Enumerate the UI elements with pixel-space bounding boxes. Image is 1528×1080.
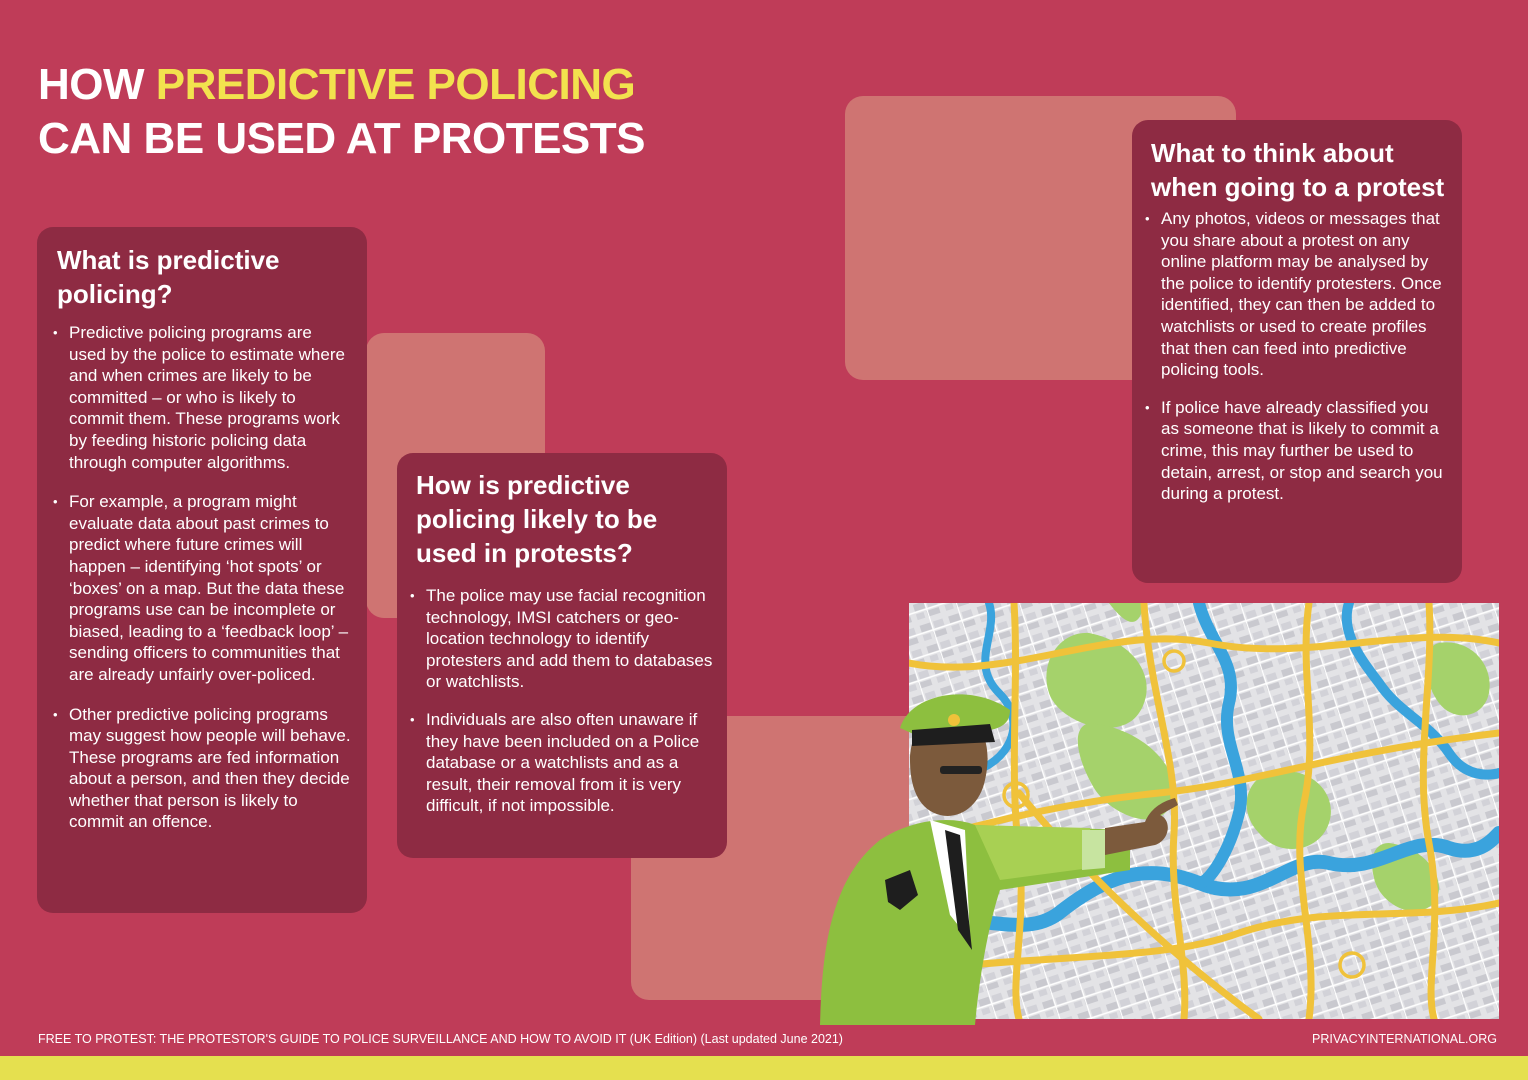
bullet-item: • Individuals are also often unaware if they have been included on a Police database or a watchlists and as a result, their removal from it is very difficult, if not impossible.	[416, 709, 713, 817]
bullet-item: • If police have already classified you as someone that is likely to commit a crime, this may further be used to detain, arrest, or stop and search you during a protest.	[1151, 397, 1448, 505]
title-highlight: PREDICTIVE POLICING	[155, 60, 636, 109]
bullet-item: • Any photos, videos or messages that you share about a protest on any online platform may be analysed by the police to identify protesters. Once identified, they can then be added to watchlists or used to create profiles that then can feed into predictive policing tools.	[1151, 208, 1448, 381]
card-heading: What to think about when going to a protest	[1151, 138, 1445, 202]
footer-publication-info: FREE TO PROTEST: THE PROTESTOR'S GUIDE TO POLICE SURVEILLANCE AND HOW TO AVOID IT (UK Edition) (Last updated June 2021)	[38, 1032, 843, 1046]
police-officer-illustration	[800, 680, 1220, 1025]
card-heading: How is predictive policing likely to be used in protests?	[416, 470, 658, 568]
bullet-list	[416, 585, 713, 817]
card-what-is-predictive-policing	[37, 227, 367, 913]
bullet-item: • Predictive policing programs are used by the police to estimate where and when crimes are likely to be committed – or who is likely to commit them. These programs work by feeding historic policing data through computer algorithms.	[59, 322, 353, 473]
footer-website: PRIVACYINTERNATIONAL.ORG	[1312, 1032, 1497, 1046]
bullet-list	[1151, 208, 1448, 505]
card-predictive-policing-in-protests	[397, 453, 727, 858]
card-heading: What is predictive policing?	[57, 245, 280, 309]
bottom-accent-bar	[0, 1056, 1528, 1080]
bullet-item: • Other predictive policing programs may suggest how people will behave. These programs are fed information about a person, and then they decide whether that person is likely to commit an offence.	[59, 704, 353, 834]
bullet-item: • For example, a program might evaluate data about past crimes to predict where future crimes will happen – identifying ‘hot spots’ or ‘boxes’ on a map. But the data these programs use can be incomplete or biased, leading to a ‘feedback loop’ – sending officers to communities that are already unfairly over-policed.	[59, 491, 353, 685]
bullet-list	[59, 322, 353, 833]
card-what-to-think-about	[1132, 120, 1462, 583]
page-title	[38, 58, 645, 166]
title-prefix: HOW	[38, 60, 156, 109]
bullet-item: • The police may use facial recognition technology, IMSI catchers or geo-location technology to identify protesters and add them to databases or watchlists.	[416, 585, 713, 693]
title-line-2: CAN BE USED AT PROTESTS	[38, 114, 645, 163]
